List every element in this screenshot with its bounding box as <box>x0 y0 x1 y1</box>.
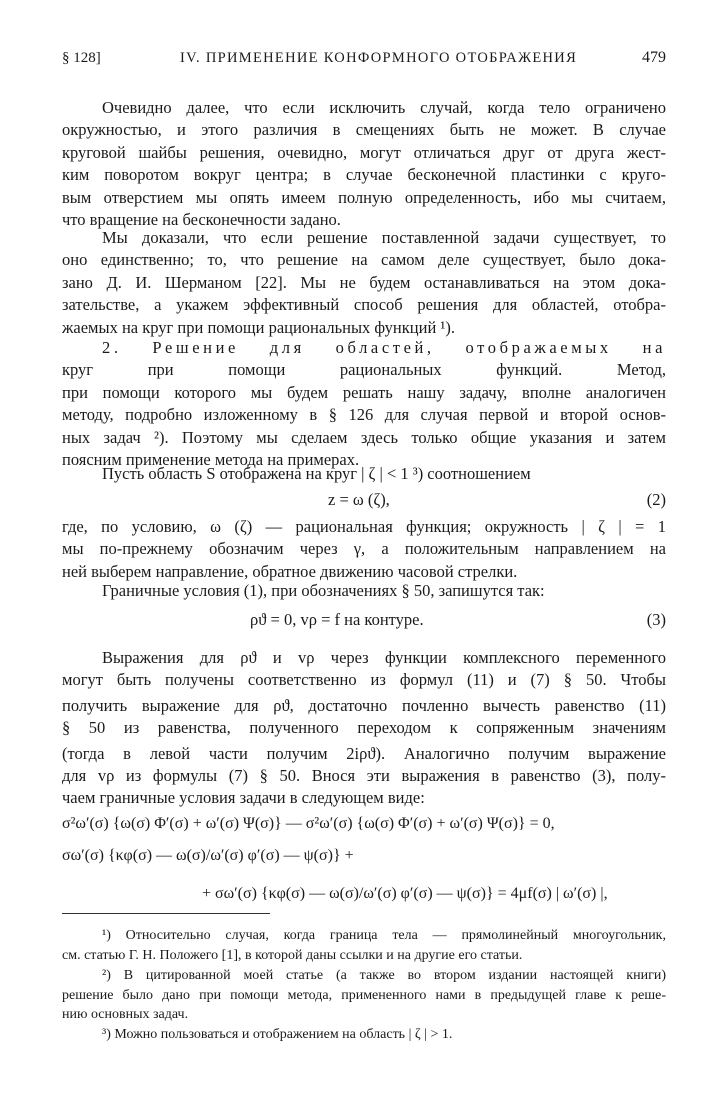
equation-3 <box>62 607 666 635</box>
text-line: методу, подробно изложенному в § 126 для случая первой и второй основ- <box>62 405 666 425</box>
section-heading-line: круг при помощи рациональных функций. Метод, <box>62 360 666 380</box>
text-line: ных задач ²). Поэтому мы сделаем здесь только общие указания и затем <box>62 427 666 447</box>
text-line: ней выберем направление, обратное движению часовой стрелки. <box>62 561 518 581</box>
paragraph-5 <box>62 516 666 583</box>
equation-2-body: z = ω (ζ), <box>328 490 390 509</box>
paragraph-6 <box>62 580 666 602</box>
text-line: оно единственно; то, что решение на самом деле существует, было дока- <box>62 250 666 270</box>
footnote-line: решение было дано при помощи метода, примененного нами в предыдущей главе к реше- <box>62 987 666 1003</box>
text-line: круговой шайбы решения, очевидно, могут отличаться друг от друга жест- <box>62 142 666 162</box>
paragraph-2 <box>62 227 666 339</box>
footnote-line: см. статью Г. Н. Положего [1], в которой даны ссылки и на другие его статьи. <box>62 947 523 963</box>
text-line: мы по-прежнему обозначим через γ, а положительным направлением на <box>62 539 666 559</box>
header-chapter-title: IV. ПРИМЕНЕНИЕ КОНФОРМНОГО ОТОБРАЖЕНИЯ <box>180 50 578 66</box>
text-line: при помощи которого мы будем решать нашу задачу, вполне аналогичен <box>62 382 666 402</box>
text-line: Мы доказали, что если решение поставленной задачи существует, то <box>102 228 666 247</box>
text-line: Очевидно далее, что если исключить случай, когда тело ограничено <box>102 98 666 117</box>
text-line: для vρ из формулы (7) § 50. Внося эти выражения в равенство (3), полу- <box>62 765 666 785</box>
footnote-line: ¹) Относительно случая, когда граница тела — прямолинейный многоугольник, <box>102 928 666 943</box>
page-number: 479 <box>642 49 666 66</box>
text-line: (тогда в левой части получим 2iρϑ). Аналогично получим выражение <box>62 743 666 763</box>
formula-line-3: + σω′(σ) {κφ(σ) — ω(σ)/ω′(σ) φ′(σ) — ψ(σ)} = 4μf(σ) | ω′(σ) |, <box>202 885 608 902</box>
paragraph-4 <box>62 463 666 485</box>
equation-3-body: ρϑ = 0, vρ = f на контуре. <box>250 610 424 629</box>
text-line: § 50 из равенства, полученного переходом к сопряженным значениям <box>62 718 666 738</box>
text-line: поясним применение метода на примерах. <box>62 449 360 469</box>
text-line: Выражения для ρϑ и vρ через функции комплексного переменного <box>102 648 666 667</box>
text-line: где, по условию, ω (ζ) — рациональная функция; окружность | ζ | = 1 <box>62 517 666 536</box>
running-header <box>62 50 666 74</box>
equation-2-number: (2) <box>646 490 666 509</box>
footnote-line: ²) В цитированной моей статье (а также во втором издании настоящей книги) <box>102 968 666 983</box>
formula-line-1: σ²ω′(σ) {ω(σ) Φ′(σ) + ω′(σ) Ψ(σ)} — σ²ω′(σ) {ω(σ) Φ′(σ) + ω′(σ) Ψ(σ)} = 0, <box>62 815 555 832</box>
section-heading-line: 2. Решение для областей, отображаемых на <box>102 338 666 357</box>
section-2-paragraph <box>62 337 666 471</box>
text-line: вым отверстием мы опять имеем полную определенность, ибо мы считаем, <box>62 187 666 207</box>
footnote-3 <box>62 1025 666 1045</box>
footnote-line: ³) Можно пользоваться и отображением на область | ζ | > 1. <box>102 1027 453 1042</box>
paragraph-7 <box>62 647 666 810</box>
footnote-2 <box>62 966 666 1025</box>
text-line: что вращение на бесконечности задано. <box>62 209 341 229</box>
text-line: зано Д. И. Шерманом [22]. Мы не будем останавливаться на этом дока- <box>62 272 666 292</box>
text-line: чаем граничные условия задачи в следующем виде: <box>62 788 425 808</box>
formula-line-2: σω′(σ) {κφ(σ) — ω(σ)/ω′(σ) φ′(σ) — ψ(σ)} + <box>62 847 354 864</box>
footnote-1 <box>62 926 666 965</box>
text-line: получить выражение для ρϑ, достаточно почленно вычесть равенство (11) <box>62 695 666 715</box>
text-line: зательстве, а укажем эффективный способ решения для областей, отобра- <box>62 295 666 315</box>
boundary-conditions-formula <box>62 815 672 910</box>
text-line: окружностью, и этого различия в смещениях быть не может. В случае <box>62 120 666 140</box>
text-line: могут быть получены соответственно из формул (11) и (7) § 50. Чтобы <box>62 670 666 690</box>
header-section-ref: § 128] <box>62 50 101 66</box>
equation-2 <box>62 487 666 515</box>
footnote-line: нию основных задач. <box>62 1007 189 1023</box>
paragraph-1 <box>62 97 666 231</box>
footnote-divider <box>62 913 270 914</box>
equation-3-number: (3) <box>646 610 666 629</box>
text-line: Граничные условия (1), при обозначениях § 50, запишутся так: <box>102 581 545 600</box>
text-line: жаемых на круг при помощи рациональных функций ¹). <box>62 317 455 337</box>
text-line: ким поворотом вокруг центра; в случае бесконечной пластинки с круго- <box>62 165 666 185</box>
text-line: Пусть область S отображена на круг | ζ | < 1 ³) соотношением <box>102 464 531 483</box>
